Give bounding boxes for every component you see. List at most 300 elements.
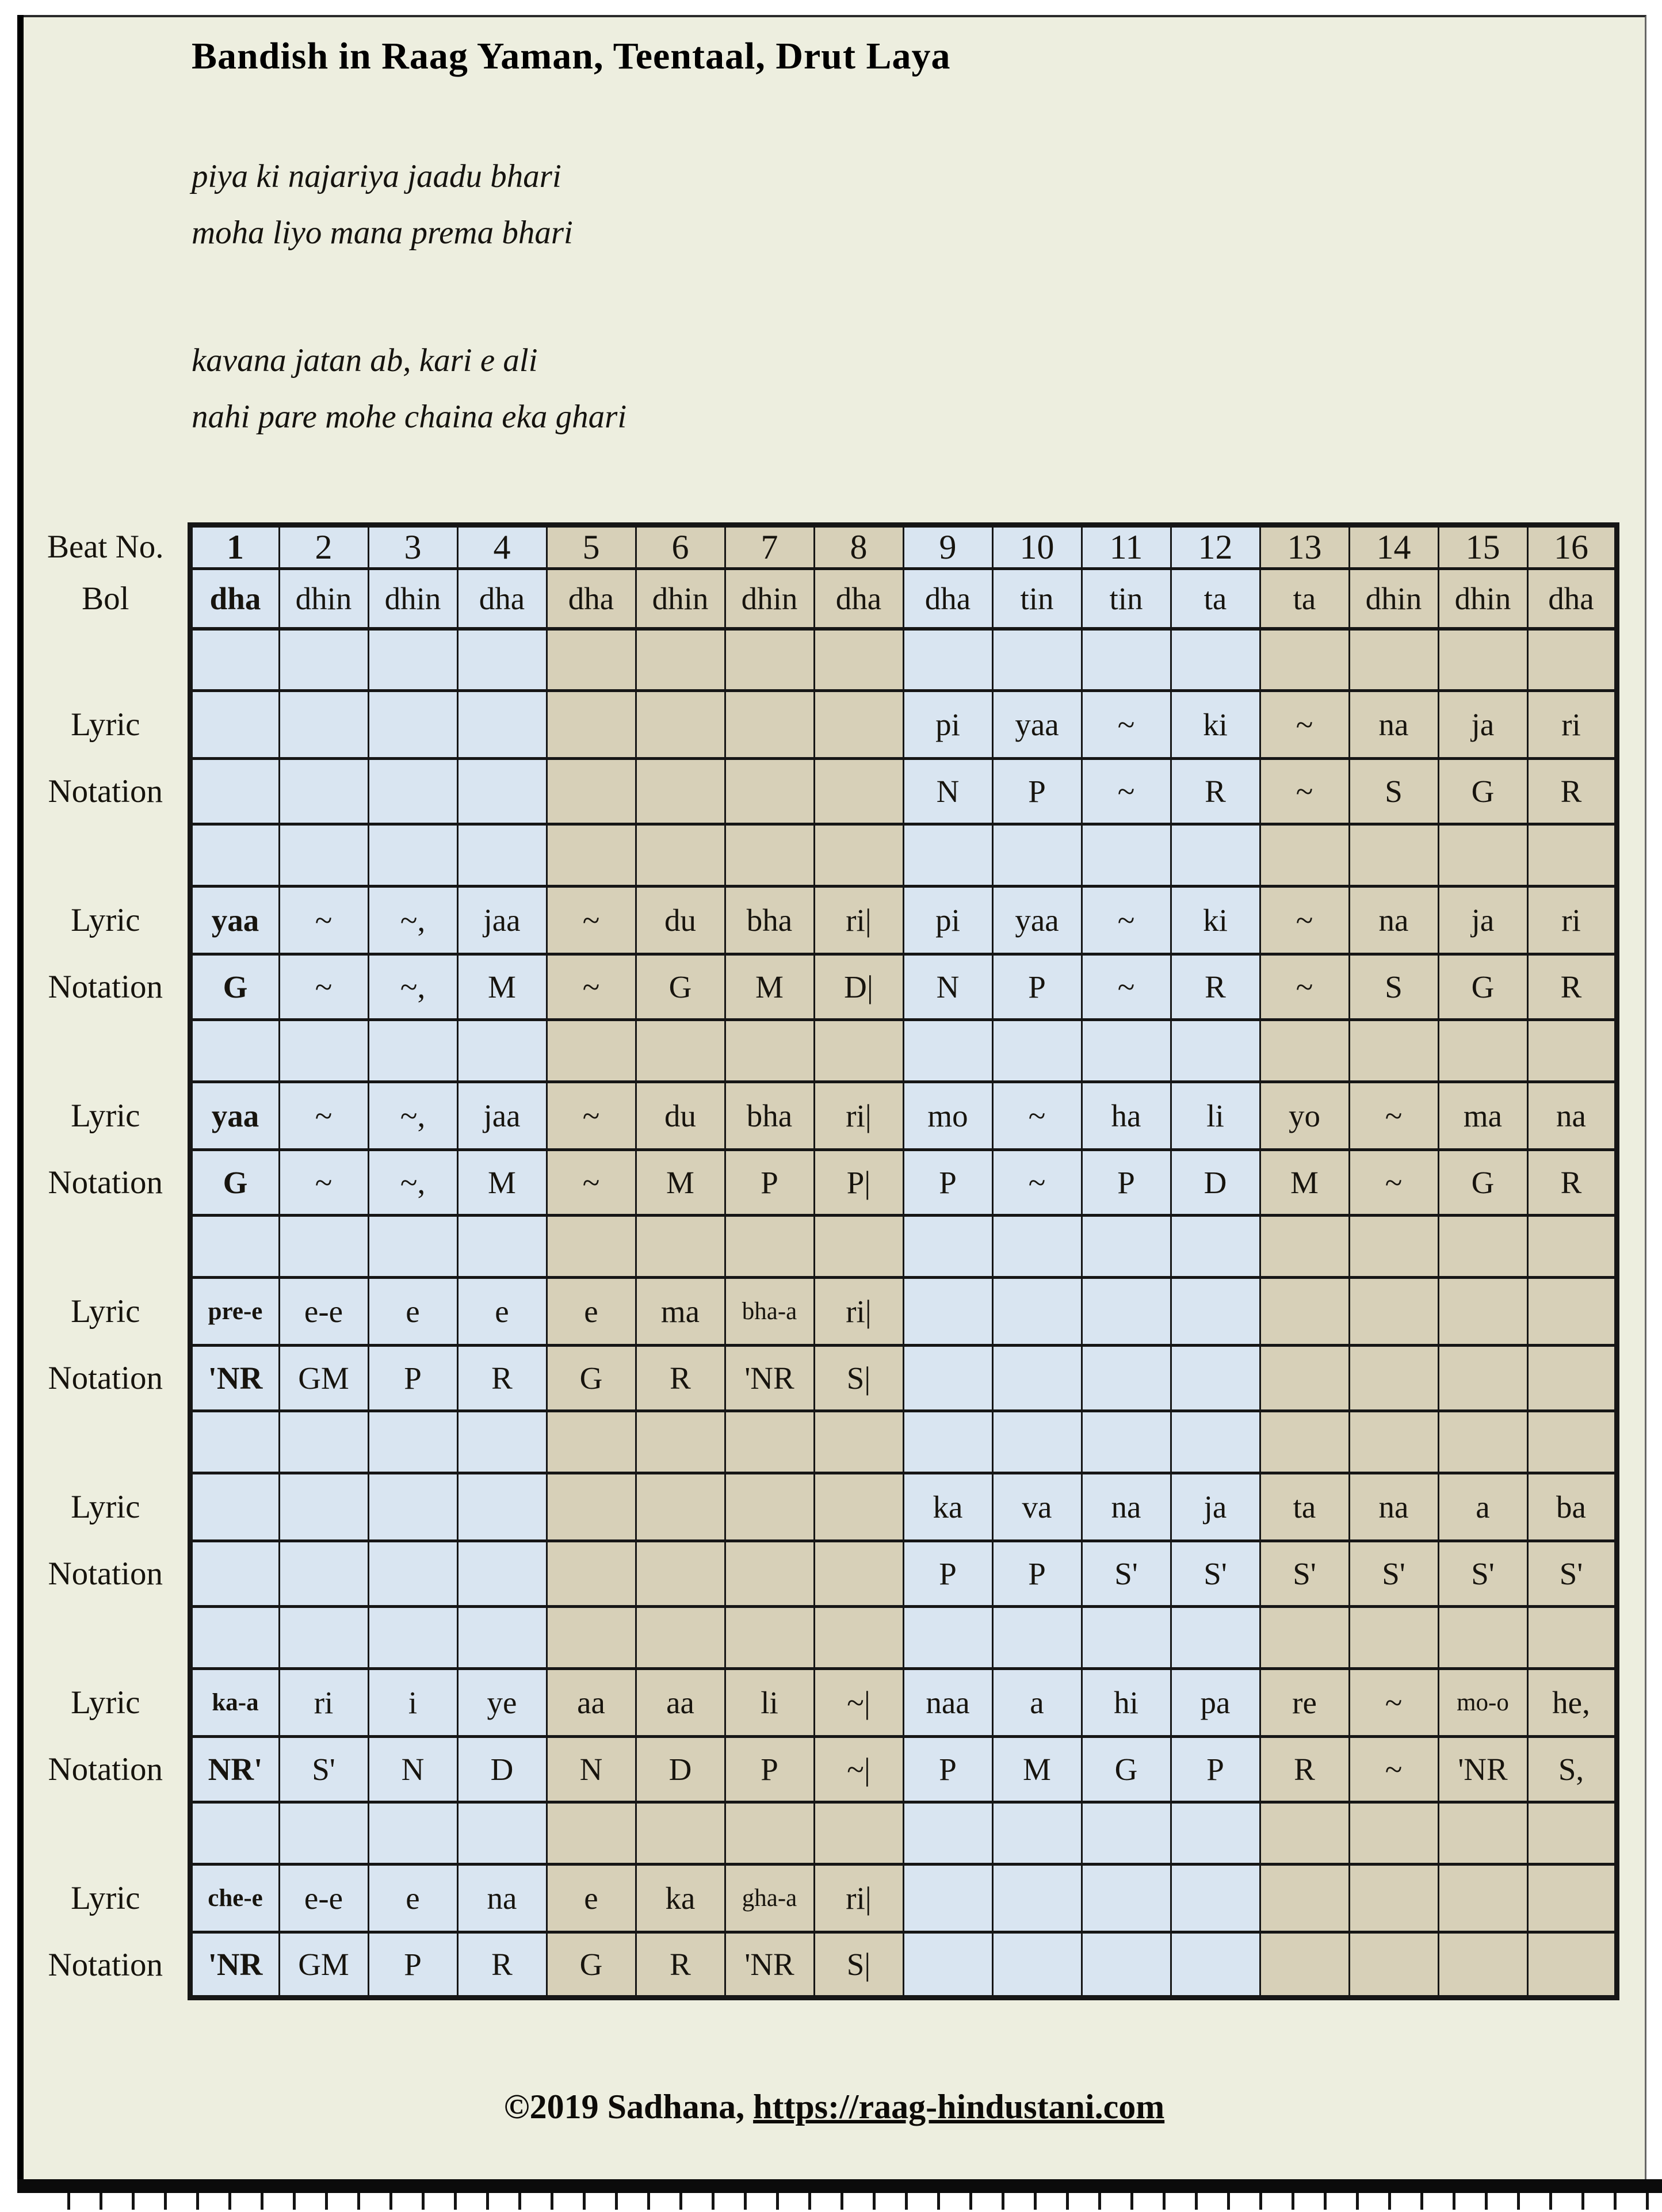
beat-cell: 10: [992, 525, 1082, 569]
row-label: Lyric: [71, 1880, 140, 1916]
notation-cell: S,: [1527, 1737, 1617, 1802]
ruler-tick: [1163, 2193, 1166, 2210]
lyric-cell: ka: [903, 1473, 992, 1541]
lyric-row: [24, 1473, 1617, 1541]
spacer-row: [24, 1802, 1617, 1865]
spacer-cell: [1527, 629, 1617, 691]
lyric-cell: [279, 691, 368, 759]
spacer-cell: [725, 1216, 814, 1278]
spacer-cell: [457, 629, 547, 691]
spacer-cell: [1527, 1411, 1617, 1473]
spacer-cell: [814, 629, 903, 691]
ruler-tick: [1356, 2193, 1359, 2210]
notation-cell: 'NR: [190, 1932, 279, 1998]
lyric-cell: ~: [1260, 691, 1349, 759]
lyric-cell: [368, 691, 457, 759]
lyric-cell: yaa: [190, 1082, 279, 1150]
bol-cell: dhin: [1349, 569, 1438, 629]
verse-line: moha liyo mana prema bhari: [192, 215, 573, 251]
row-label: Bol: [82, 580, 129, 617]
notation-cell: D|: [814, 954, 903, 1020]
spacer-cell: [368, 824, 457, 887]
notation-cell: P: [903, 1150, 992, 1216]
lyric-cell: a: [992, 1669, 1082, 1737]
bol-cell: dha: [457, 569, 547, 629]
verse-line: nahi pare mohe chaina eka ghari: [192, 399, 627, 435]
spacer-cell: [814, 1802, 903, 1865]
spacer-cell: [1171, 824, 1260, 887]
notation-cell: ~: [1260, 954, 1349, 1020]
spacer-cell: [1438, 1020, 1527, 1082]
lyric-cell: [992, 1865, 1082, 1932]
notation-cell: ~: [1349, 1737, 1438, 1802]
notation-cell: S': [1349, 1541, 1438, 1607]
beat-row: [24, 525, 1617, 569]
ruler-tick: [164, 2193, 167, 2210]
spacer-cell: [547, 824, 636, 887]
bol-cell: dhin: [636, 569, 725, 629]
beat-cell: 4: [457, 525, 547, 569]
notation-cell: M: [1260, 1150, 1349, 1216]
beat-cell: 9: [903, 525, 992, 569]
lyric-row: [24, 1278, 1617, 1346]
spacer-cell: [1171, 1020, 1260, 1082]
spacer-cell: [457, 1020, 547, 1082]
spacer-cell: [1438, 1216, 1527, 1278]
notation-cell: P: [368, 1932, 457, 1998]
spacer-cell: [368, 1607, 457, 1669]
lyric-cell: na: [1527, 1082, 1617, 1150]
spacer-row: [24, 1411, 1617, 1473]
row-label: Notation: [48, 969, 163, 1005]
notation-cell: ~: [1082, 954, 1171, 1020]
bol-cell: dhin: [725, 569, 814, 629]
spacer-cell: [547, 1607, 636, 1669]
page-title: Bandish in Raag Yaman, Teentaal, Drut Laya: [192, 35, 951, 77]
ruler-tick: [1453, 2193, 1455, 2210]
spacer-cell: [636, 824, 725, 887]
notation-row: [24, 954, 1617, 1020]
lyric-cell: aa: [636, 1669, 725, 1737]
ruler-tick: [647, 2193, 650, 2210]
row-label: Lyric: [71, 902, 140, 938]
spacer-cell: [903, 629, 992, 691]
notation-cell: G: [547, 1346, 636, 1411]
lyric-cell: gha-a: [725, 1865, 814, 1932]
spacer-cell: [814, 1607, 903, 1669]
spacer-cell: [1260, 1802, 1349, 1865]
beat-cell: 12: [1171, 525, 1260, 569]
footer: [24, 2087, 1645, 2127]
ruler-tick: [1614, 2193, 1617, 2210]
spacer-cell: [1349, 1607, 1438, 1669]
spacer-cell: [1171, 1411, 1260, 1473]
notation-sheet: [24, 15, 1646, 2180]
lyric-cell: ri|: [814, 1082, 903, 1150]
lyric-cell: [725, 691, 814, 759]
beat-cell: 15: [1438, 525, 1527, 569]
bol-cell: ta: [1260, 569, 1349, 629]
notation-cell: M: [992, 1737, 1082, 1802]
lyric-cell: che-e: [190, 1865, 279, 1932]
notation-cell: [1082, 1346, 1171, 1411]
lyric-cell: [1349, 1278, 1438, 1346]
lyric-cell: [279, 1473, 368, 1541]
lyric-cell: mo-o: [1438, 1669, 1527, 1737]
notation-cell: [1527, 1932, 1617, 1998]
notation-cell: [814, 1541, 903, 1607]
spacer-cell: [636, 1802, 725, 1865]
ruler-tick: [551, 2193, 553, 2210]
lyric-cell: a: [1438, 1473, 1527, 1541]
spacer-cell: [1527, 1607, 1617, 1669]
lyric-row: [24, 1082, 1617, 1150]
lyric-cell: na: [1349, 691, 1438, 759]
notation-cell: [1349, 1346, 1438, 1411]
notation-cell: P: [725, 1737, 814, 1802]
notation-cell: G: [190, 1150, 279, 1216]
notation-cell: 'NR: [725, 1346, 814, 1411]
row-label: Lyric: [71, 1098, 140, 1134]
spacer-cell: [636, 1216, 725, 1278]
beat-cell: 5: [547, 525, 636, 569]
lyric-cell: e: [368, 1278, 457, 1346]
lyric-cell: e: [547, 1865, 636, 1932]
spacer-cell: [992, 1216, 1082, 1278]
lyric-cell: i: [368, 1669, 457, 1737]
lyric-cell: pi: [903, 691, 992, 759]
lyric-cell: [547, 1473, 636, 1541]
notation-cell: [279, 759, 368, 824]
ruler-tick: [486, 2193, 489, 2210]
lyric-cell: [457, 691, 547, 759]
spacer-cell: [190, 1802, 279, 1865]
spacer-cell: [457, 1802, 547, 1865]
notation-cell: ~: [1082, 759, 1171, 824]
lyric-cell: [190, 691, 279, 759]
notation-cell: S': [1171, 1541, 1260, 1607]
verse-line: piya ki najariya jaadu bhari: [192, 158, 561, 194]
notation-cell: P: [368, 1346, 457, 1411]
lyric-row: [24, 887, 1617, 954]
spacer-cell: [1438, 1607, 1527, 1669]
bottom-bar: [17, 2179, 1662, 2193]
spacer-cell: [903, 1802, 992, 1865]
beat-cell: 16: [1527, 525, 1617, 569]
spacer-cell: [1349, 1802, 1438, 1865]
lyric-cell: ka-a: [190, 1669, 279, 1737]
lyric-cell: ba: [1527, 1473, 1617, 1541]
notation-cell: S: [1349, 954, 1438, 1020]
beat-cell: 14: [1349, 525, 1438, 569]
spacer-cell: [1171, 1607, 1260, 1669]
lyric-cell: ri: [1527, 887, 1617, 954]
notation-cell: [1082, 1932, 1171, 1998]
beat-cell: 8: [814, 525, 903, 569]
lyric-cell: jaa: [457, 887, 547, 954]
spacer-cell: [1527, 1802, 1617, 1865]
notation-cell: N: [368, 1737, 457, 1802]
spacer-cell: [903, 1607, 992, 1669]
ruler-tick: [1227, 2193, 1230, 2210]
spacer-cell: [457, 1216, 547, 1278]
lyric-cell: [1082, 1278, 1171, 1346]
ruler-tick: [100, 2193, 102, 2210]
lyric-cell: ~: [992, 1082, 1082, 1150]
verse-line: kavana jatan ab, kari e ali: [192, 342, 538, 379]
lyric-cell: [547, 691, 636, 759]
notation-row: [24, 1932, 1617, 1998]
row-label: Notation: [48, 1164, 163, 1201]
ruler-tick: [132, 2193, 135, 2210]
spacer-cell: [903, 1020, 992, 1082]
lyric-row: [24, 691, 1617, 759]
lyric-cell: ~: [1082, 887, 1171, 954]
spacer-cell: [903, 1411, 992, 1473]
notation-cell: [1527, 1346, 1617, 1411]
lyric-cell: pa: [1171, 1669, 1260, 1737]
spacer-cell: [992, 824, 1082, 887]
lyric-cell: aa: [547, 1669, 636, 1737]
notation-cell: P: [903, 1541, 992, 1607]
notation-cell: R: [1171, 759, 1260, 824]
lyric-cell: ~: [1349, 1082, 1438, 1150]
spacer-cell: [279, 1411, 368, 1473]
notation-cell: D: [636, 1737, 725, 1802]
bol-cell: dhin: [368, 569, 457, 629]
lyric-cell: na: [1082, 1473, 1171, 1541]
notation-cell: [190, 1541, 279, 1607]
footer-link[interactable]: https://raag-hindustani.com: [753, 2088, 1165, 2126]
notation-cell: [903, 1346, 992, 1411]
lyric-cell: ~,: [368, 887, 457, 954]
spacer-cell: [814, 824, 903, 887]
notation-cell: P: [992, 1541, 1082, 1607]
notation-cell: [992, 1346, 1082, 1411]
lyric-cell: ye: [457, 1669, 547, 1737]
lyric-cell: [1438, 1865, 1527, 1932]
spacer-cell: [279, 1216, 368, 1278]
spacer-cell: [636, 1607, 725, 1669]
spacer-cell: [279, 629, 368, 691]
lyric-cell: [1171, 1278, 1260, 1346]
lyric-cell: [725, 1473, 814, 1541]
lyric-cell: [368, 1473, 457, 1541]
ruler-tick: [905, 2193, 908, 2210]
row-label: Notation: [48, 773, 163, 809]
ruler-tick: [1549, 2193, 1552, 2210]
notation-cell: P: [1171, 1737, 1260, 1802]
ruler-tick: [325, 2193, 328, 2210]
spacer-cell: [368, 1802, 457, 1865]
spacer-cell: [1260, 1607, 1349, 1669]
row-label: Lyric: [71, 1684, 140, 1721]
notation-cell: N: [547, 1737, 636, 1802]
notation-cell: [368, 1541, 457, 1607]
spacer-cell: [725, 1411, 814, 1473]
lyric-row: [24, 1865, 1617, 1932]
spacer-cell: [1171, 629, 1260, 691]
lyric-cell: [1527, 1278, 1617, 1346]
lyric-cell: [814, 1473, 903, 1541]
page-left-border: [17, 15, 24, 2212]
notation-cell: P: [903, 1737, 992, 1802]
spacer-cell: [190, 1020, 279, 1082]
spacer-cell: [1527, 824, 1617, 887]
bol-row: [24, 569, 1617, 629]
spacer-cell: [1527, 1216, 1617, 1278]
lyric-cell: mo: [903, 1082, 992, 1150]
lyric-cell: ki: [1171, 691, 1260, 759]
lyric-cell: [636, 691, 725, 759]
row-label: [24, 1411, 190, 1473]
spacer-cell: [1082, 629, 1171, 691]
spacer-cell: [547, 629, 636, 691]
lyric-cell: ri|: [814, 1278, 903, 1346]
lyric-cell: ta: [1260, 1473, 1349, 1541]
spacer-cell: [1260, 824, 1349, 887]
ruler-tick: [422, 2193, 425, 2210]
spacer-cell: [903, 1216, 992, 1278]
spacer-cell: [1260, 1020, 1349, 1082]
score-body: [24, 525, 1617, 1998]
lyric-cell: ri: [1527, 691, 1617, 759]
ruler-tick: [969, 2193, 972, 2210]
verse-2: [192, 333, 626, 445]
notation-cell: [903, 1932, 992, 1998]
spacer-cell: [725, 1607, 814, 1669]
ruler-tick: [1420, 2193, 1423, 2210]
notation-cell: ~: [279, 954, 368, 1020]
lyric-cell: ma: [1438, 1082, 1527, 1150]
notation-cell: ~: [1349, 1150, 1438, 1216]
ruler-tick: [937, 2193, 940, 2210]
lyric-cell: [190, 1473, 279, 1541]
notation-row: [24, 1150, 1617, 1216]
spacer-cell: [457, 824, 547, 887]
spacer-cell: [992, 1020, 1082, 1082]
notation-cell: ~: [1260, 759, 1349, 824]
lyric-cell: re: [1260, 1669, 1349, 1737]
notation-cell: M: [636, 1150, 725, 1216]
row-label: Beat No.: [47, 529, 164, 565]
row-label: Lyric: [71, 1489, 140, 1525]
spacer-cell: [1082, 1411, 1171, 1473]
notation-row: [24, 1541, 1617, 1607]
lyric-cell: ka: [636, 1865, 725, 1932]
ruler-tick: [1646, 2193, 1649, 2210]
notation-cell: S: [1349, 759, 1438, 824]
notation-cell: M: [725, 954, 814, 1020]
lyric-cell: ~,: [368, 1082, 457, 1150]
notation-cell: S': [279, 1737, 368, 1802]
lyric-cell: [992, 1278, 1082, 1346]
notation-cell: [1171, 1346, 1260, 1411]
notation-cell: [368, 759, 457, 824]
spacer-cell: [190, 1411, 279, 1473]
spacer-cell: [1438, 824, 1527, 887]
ruler-tick: [679, 2193, 682, 2210]
lyric-cell: [1260, 1278, 1349, 1346]
lyric-cell: na: [457, 1865, 547, 1932]
lyric-cell: ja: [1438, 887, 1527, 954]
ruler-tick: [293, 2193, 296, 2210]
spacer-cell: [992, 1802, 1082, 1865]
spacer-cell: [725, 824, 814, 887]
notation-cell: [814, 759, 903, 824]
lyric-cell: ja: [1438, 691, 1527, 759]
beat-cell: 11: [1082, 525, 1171, 569]
ruler-tick: [712, 2193, 715, 2210]
notation-cell: R: [1527, 1150, 1617, 1216]
bol-cell: tin: [1082, 569, 1171, 629]
spacer-cell: [1438, 629, 1527, 691]
ruler-tick: [873, 2193, 876, 2210]
spacer-cell: [814, 1216, 903, 1278]
lyric-cell: ~: [547, 887, 636, 954]
notation-cell: ~,: [368, 954, 457, 1020]
spacer-cell: [1438, 1411, 1527, 1473]
lyric-cell: he,: [1527, 1669, 1617, 1737]
lyric-cell: ~: [279, 887, 368, 954]
lyric-cell: yaa: [992, 887, 1082, 954]
lyric-cell: ~: [1082, 691, 1171, 759]
row-label: Notation: [48, 1751, 163, 1787]
spacer-cell: [1082, 824, 1171, 887]
lyric-cell: ja: [1171, 1473, 1260, 1541]
bol-cell: dha: [814, 569, 903, 629]
lyric-cell: li: [725, 1669, 814, 1737]
spacer-row: [24, 1607, 1617, 1669]
spacer-cell: [1349, 629, 1438, 691]
lyric-cell: ri: [279, 1669, 368, 1737]
notation-cell: [725, 759, 814, 824]
ruler-tick: [1292, 2193, 1294, 2210]
spacer-cell: [547, 1020, 636, 1082]
lyric-cell: ha: [1082, 1082, 1171, 1150]
spacer-cell: [368, 1216, 457, 1278]
beat-cell: 13: [1260, 525, 1349, 569]
row-label: [24, 629, 190, 691]
spacer-cell: [992, 629, 1082, 691]
notation-cell: [1260, 1932, 1349, 1998]
ruler-tick: [1388, 2193, 1391, 2210]
ruler-tick: [808, 2193, 811, 2210]
ruler-tick: [1130, 2193, 1133, 2210]
ruler-tick: [518, 2193, 521, 2210]
spacer-cell: [1260, 629, 1349, 691]
notation-cell: S': [1438, 1541, 1527, 1607]
lyric-cell: ~: [1260, 887, 1349, 954]
beat-cell: 7: [725, 525, 814, 569]
notation-cell: R: [1260, 1737, 1349, 1802]
lyric-cell: va: [992, 1473, 1082, 1541]
spacer-cell: [725, 629, 814, 691]
spacer-cell: [1349, 1216, 1438, 1278]
notation-cell: R: [636, 1346, 725, 1411]
row-label: [24, 1020, 190, 1082]
lyric-cell: bha: [725, 887, 814, 954]
spacer-cell: [547, 1411, 636, 1473]
row-label: [24, 1607, 190, 1669]
lyric-cell: ~: [1349, 1669, 1438, 1737]
notation-cell: G: [1438, 1150, 1527, 1216]
spacer-cell: [1349, 1411, 1438, 1473]
spacer-cell: [279, 1020, 368, 1082]
spacer-cell: [1171, 1216, 1260, 1278]
spacer-cell: [1349, 824, 1438, 887]
notation-cell: G: [190, 954, 279, 1020]
